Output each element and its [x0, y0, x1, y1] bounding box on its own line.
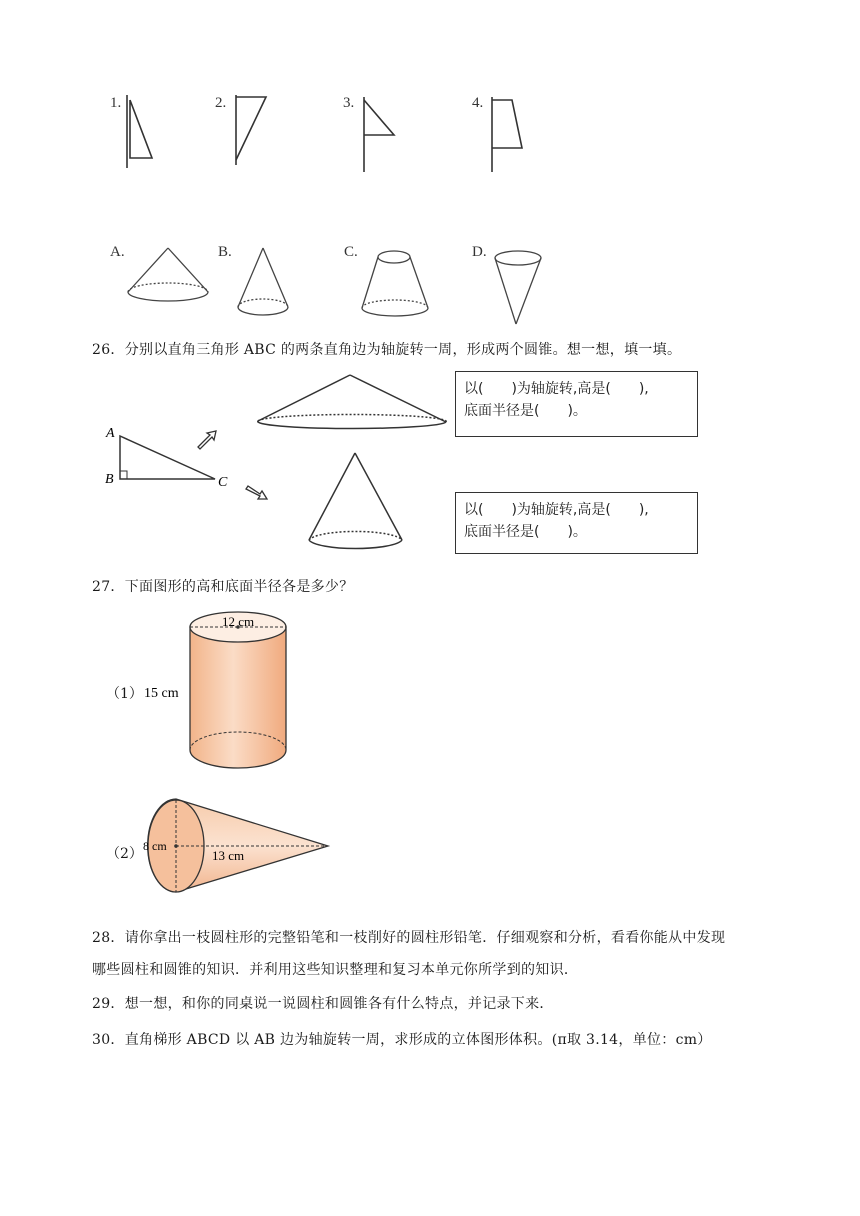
solid-b-tall-cone	[238, 248, 288, 315]
q27-part1-label: （1）	[106, 686, 143, 702]
triangle-abc	[120, 436, 215, 479]
vertex-a-label: A	[106, 426, 115, 441]
question-26-text: 26．分别以直角三角形 ABC 的两条直角边为轴旋转一周，形成两个圆锥。想一想，填一填。	[92, 342, 682, 358]
question-30-text: 30．直角梯形 ABCD 以 AB 边为轴旋转一周，求形成的立体图形体积。(π取 3.14，单位：cm）	[92, 1032, 712, 1048]
solid-a-wide-cone	[128, 248, 208, 301]
shape-3-triangle	[364, 97, 394, 172]
shape-4-label: 4.	[472, 95, 484, 111]
q27-cone	[148, 799, 328, 892]
q27-part2-label: （2）	[106, 846, 143, 862]
q26-answer-box-1	[455, 371, 698, 437]
shape-1-triangle	[127, 95, 152, 168]
q26-flat-cone	[258, 375, 446, 429]
solid-a-label: A.	[110, 244, 125, 260]
vertex-c-label: C	[218, 475, 228, 490]
shape-3-label: 3.	[343, 95, 355, 111]
shape-4-trapezoid	[492, 97, 522, 172]
question-28-line1: 28．请你拿出一枝圆柱形的完整铅笔和一枝削好的圆柱形铅笔．仔细观察和分析，看看你能从中发现	[92, 930, 726, 946]
arrow-down-right	[246, 486, 267, 499]
q27-figure	[140, 600, 400, 900]
solid-b-label: B.	[218, 244, 232, 260]
question-28-line2: 哪些圆柱和圆锥的知识．并利用这些知识整理和复习本单元你所学到的知识．	[92, 962, 579, 978]
solid-d-inverted-cone	[495, 251, 541, 324]
shape-1-label: 1.	[110, 95, 122, 111]
arrow-up-right	[198, 431, 216, 449]
q26-box2-line1: 以( )为轴旋转,高是( ),	[464, 502, 649, 518]
question-29-text: 29．想一想，和你的同桌说一说圆柱和圆锥各有什么特点，并记录下来．	[92, 996, 554, 1012]
cylinder-diameter-label: 12 cm	[222, 614, 255, 629]
solid-d-label: D.	[472, 244, 487, 260]
q26-box1-line1: 以( )为轴旋转,高是( ),	[464, 381, 649, 397]
cylinder-height-label: 15 cm	[144, 686, 179, 701]
shape-2-label: 2.	[215, 95, 227, 111]
q26-answer-box-2	[455, 492, 698, 554]
q26-box1-line2: 底面半径是( )。	[464, 403, 587, 419]
cone-height-label: 13 cm	[212, 848, 245, 863]
q27-cylinder	[190, 612, 286, 768]
solids-figure	[0, 230, 860, 330]
cone-diameter-label: 8 cm	[143, 839, 167, 853]
solid-c-label: C.	[344, 244, 358, 260]
vertex-b-label: B	[105, 472, 114, 487]
shape-2-triangle	[236, 95, 266, 165]
q26-box2-line2: 底面半径是( )。	[464, 524, 587, 540]
question-27-text: 27．下面图形的高和底面半径各是多少？	[92, 579, 354, 595]
q26-tall-cone	[309, 453, 402, 549]
solid-c-frustum	[362, 251, 428, 316]
